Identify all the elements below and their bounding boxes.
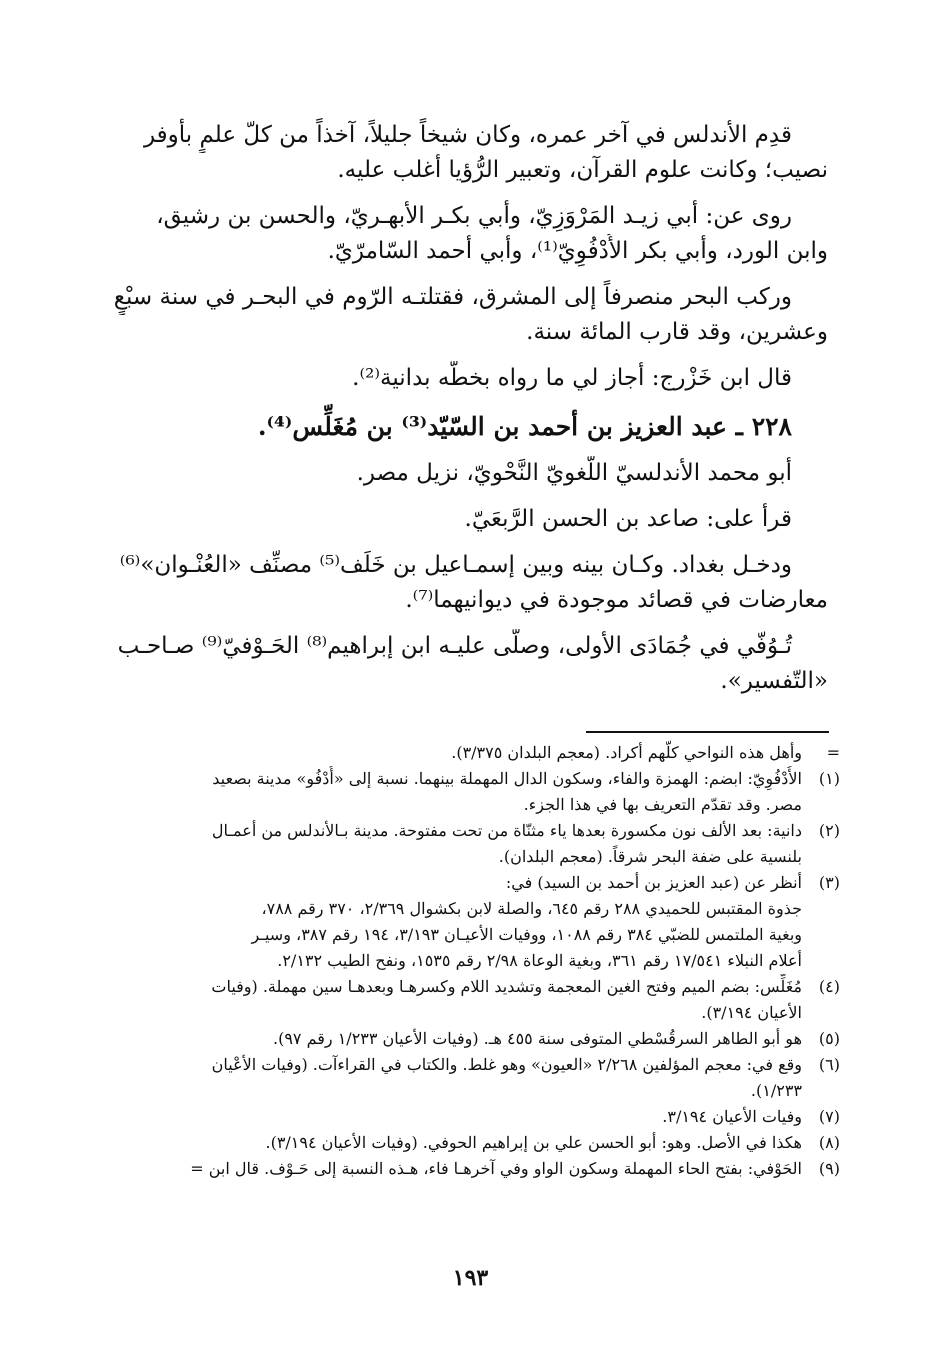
footnote-line: أعلام النبلاء ١٧/٥٤١ رقم ٣٦١، وبغية الوعاة ٢/٩٨ رقم ١٥٣٥، ونفح الطيب ٢/١٣٢. (277, 951, 802, 970)
footnote-number: (٣) (818, 873, 840, 892)
footnote-line: أنظر عن (عبد العزيز بن أحمد بن السيد) في: (505, 873, 802, 892)
text-line: وركب البحر منصرفاً إلى المشرق، فقتلتـه الرّوم في البحـر في سنة سبْعٍ (113, 284, 792, 310)
paragraph-3 (112, 280, 828, 350)
text-line: روى عن: أبي زيـد المَرْوَزِيّ، وأبي بكـر الأبهـريّ، والحسن بن رشيق، (156, 203, 792, 229)
footnote-line: مُغَلِّس: بضم الميم وفتح الغين المعجمة وتشديد اللام وكسرهـا وبعدهـا سين مهملة. (وفيات (211, 977, 802, 996)
footnote-number: (٤) (818, 977, 840, 996)
footnote-line: وقع في: معجم المؤلفين ٢/٢٦٨ «العيون» وهو غلط. والكتاب في القراءآت. (وفيات الأعْيان (211, 1055, 802, 1074)
footnote-line: هكذا في الأصل. وهو: أبو الحسن علي بن إبراهيم الحوفي. (وفيات الأعيان ٣/١٩٤). (265, 1133, 802, 1152)
footnote-line: الأعيان ٣/١٩٤). (701, 1003, 802, 1022)
footnote-number: (١) (818, 769, 840, 788)
paragraph-6 (112, 502, 828, 537)
footnote-9 (112, 1156, 840, 1182)
paragraph-8 (112, 629, 828, 699)
text-line: قال ابن خَزْرج: أجاز لي ما رواه بخطّه بدانية⁽²⁾. (352, 365, 792, 391)
footnote-number: (٥) (818, 1029, 840, 1048)
text-line: معارضات في قصائد موجودة في ديوانيهما⁽⁷⁾. (405, 587, 828, 613)
paragraph-7 (112, 548, 828, 618)
text-line: وعشرين، وقد قارب المائة سنة. (526, 319, 828, 345)
paragraph-2 (112, 199, 828, 269)
footnote-line: بلنسية على ضفة البحر شرقاً. (معجم البلدان). (498, 847, 802, 866)
text-line: أبو محمد الأندلسيّ اللُّغويّ النَّحْويّ، نزيل مصر. (356, 460, 792, 486)
text-line: قدِم الأندلس في آخر عمره، وكان شيخاً جليلاً، آخذاً من كلّ علمٍ بأوفر (143, 122, 792, 148)
footnote-line: جذوة المقتبس للحميدي ٢٨٨ رقم ٦٤٥، والصلة لابن بكشوال ٢/٣٦٩، ٣٧٠ رقم ٧٨٨، (261, 899, 802, 918)
footnote-number: (٦) (818, 1055, 840, 1074)
paragraph-1 (112, 118, 828, 188)
footnote-continuation (112, 740, 840, 766)
footnote-number: (٨) (818, 1133, 840, 1152)
paragraph-4 (112, 361, 828, 396)
footnote-line: هو أبو الطاهر السرقُسْطي المتوفى سنة ٤٥٥ هـ. (وفيات الأعيان ١/٢٣٣ رقم ٩٧). (272, 1029, 802, 1048)
footnote-5 (112, 1026, 840, 1052)
text-line: قرأ على: صاعد بن الحسن الرَّبعَيّ. (464, 506, 792, 532)
footnote-separator (586, 731, 829, 733)
footnote-2 (112, 818, 840, 870)
footnote-number: (٩) (818, 1159, 840, 1178)
continuation-mark: = (826, 743, 840, 762)
footnote-8 (112, 1130, 840, 1156)
footnote-line: الأُدْفُوِيّ: ابضم: الهمزة والفاء، وسكون الدال المهملة بينهما. نسبة إلى «أُدْفُو» مدينة بصعيد (212, 769, 802, 788)
footnote-7 (112, 1104, 840, 1130)
footnote-line: مصر. وقد تقدّم التعريف بها في هذا الجزء. (523, 795, 802, 814)
page-number: ١٩٣ (452, 1265, 489, 1291)
paragraph-5 (112, 456, 828, 491)
footnote-4 (112, 974, 840, 1026)
footnote-line: الحَوْفي: بفتح الحاء المهملة وسكون الواو وفي آخرهـا فاء، هـذه النسبة إلى حَـوْف. قال ابن = (190, 1159, 802, 1178)
footnote-line: وبغية الملتمس للضبّي ٣٨٤ رقم ١٠٨٨، ووفيات الأعيـان ٣/١٩٣، ١٩٤ رقم ٣٨٧، وسيـر (251, 925, 802, 944)
footnote-number: (٢) (818, 821, 840, 840)
footnote-3 (112, 870, 840, 974)
footnote-1 (112, 766, 840, 818)
footnote-line: دانية: بعد الألف نون مكسورة بعدها ياء مثنّاة من تحت مفتوحة. مدينة بـالأندلس من أعمـال (211, 821, 802, 840)
footnote-number: (٧) (818, 1107, 840, 1126)
text-line: وابن الورد، وأبي بكر الأُدْفُوِيّ⁽¹⁾، وأبي أحمد السّامرّيّ. (327, 238, 828, 264)
footnote-line: ١/٢٣٣). (750, 1081, 802, 1100)
main-text (112, 118, 828, 710)
footnote-6 (112, 1052, 840, 1104)
text-line: نصيب؛ وكانت علوم القرآن، وتعبير الرُّؤيا أغلب عليه. (337, 157, 828, 183)
entry-heading: ٢٢٨ ـ عبد العزيز بن أحمد بن السّيّد⁽³⁾ بن مُغَلِّس⁽⁴⁾. (257, 412, 792, 441)
text-line: «التّفسير». (720, 668, 828, 694)
text-line: ودخـل بغداد. وكـان بينه وبين إسمـاعيل بن خَلَف⁽⁵⁾ مصنِّف «العُنْـوان»⁽⁶⁾ (119, 552, 792, 578)
footnote-line: وأهل هذه النواحي كلّهم أكراد. (معجم البلدان ٣/٣٧٥). (451, 743, 802, 762)
footnote-line: وفيات الأعيان ٣/١٩٤. (662, 1107, 802, 1126)
footnotes (112, 740, 840, 1182)
text-line: تُـوُفّي في جُمَادَى الأولى، وصلّى عليـه ابن إبراهيم⁽⁸⁾ الحَـوْفيّ⁽⁹⁾ صـاحـب (117, 633, 792, 659)
